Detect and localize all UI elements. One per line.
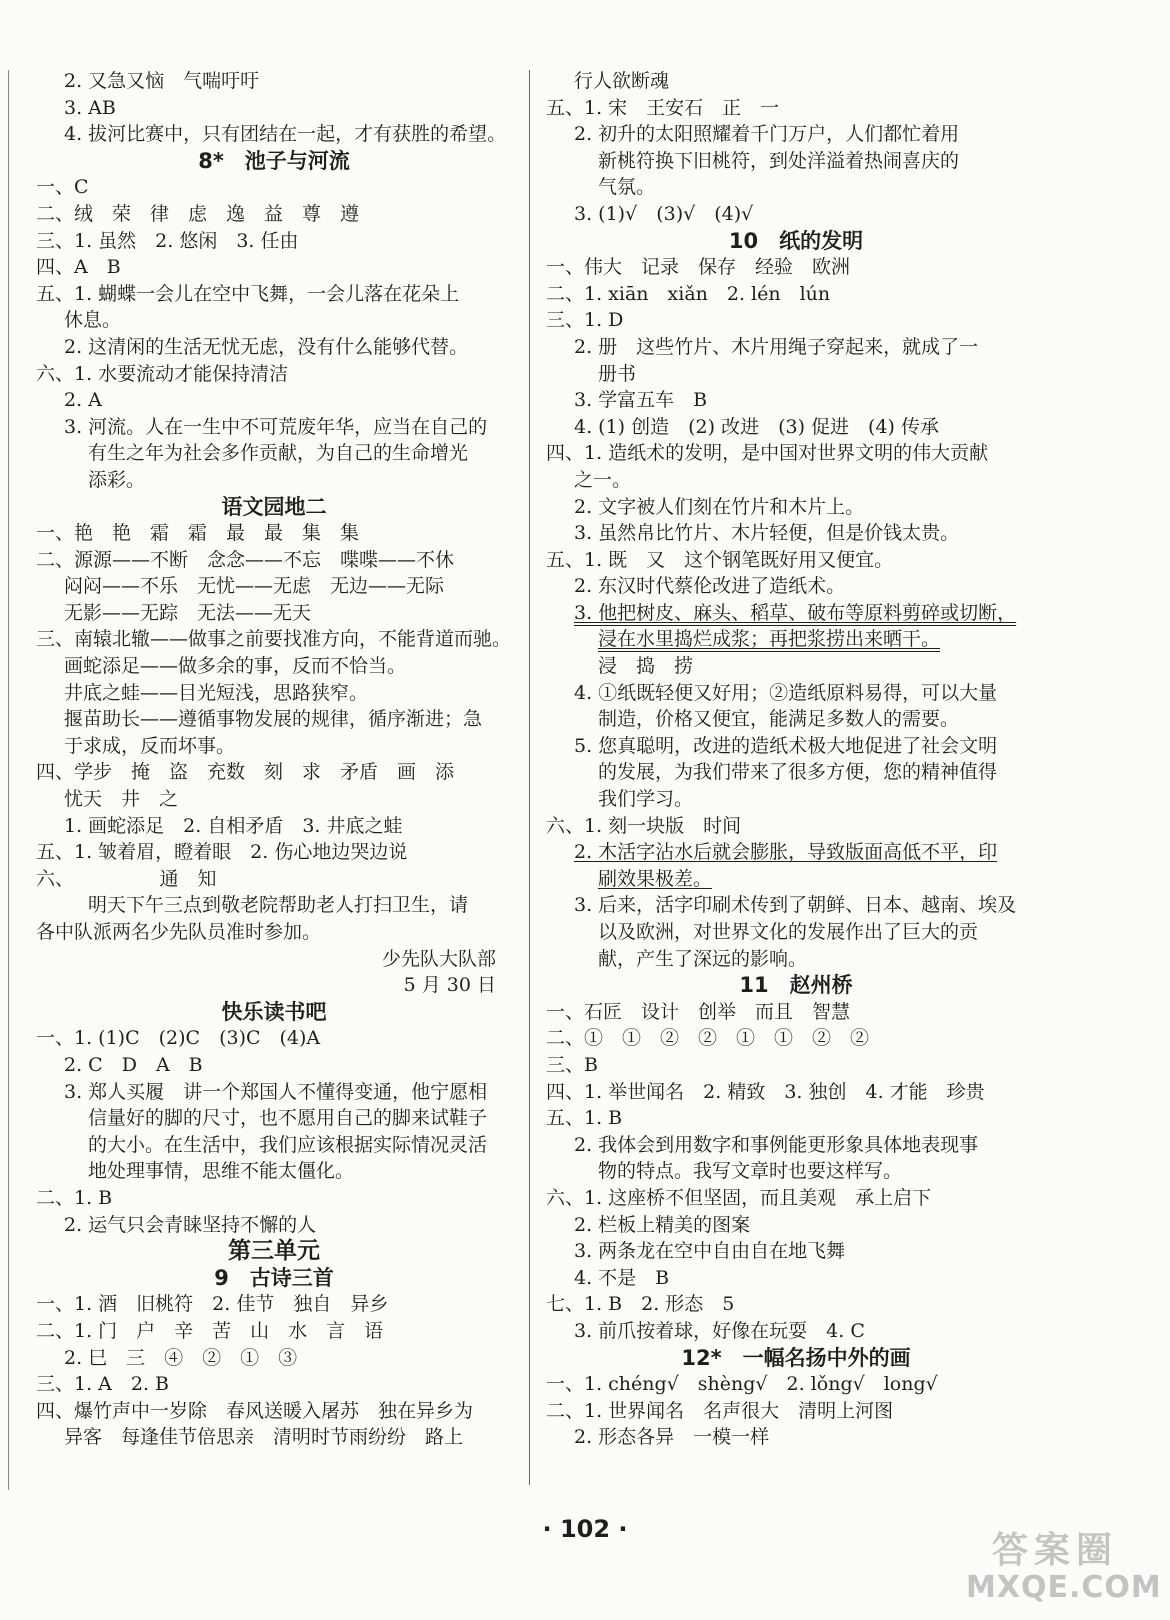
- answer-line: 六、1. 刻一块版 时间: [546, 814, 742, 837]
- section-title: 10 纸的发明: [728, 228, 864, 253]
- answer-line: 四、A B: [36, 256, 121, 279]
- answer-line: 3. 学富五车 B: [574, 389, 708, 412]
- answer-line: 献，产生了深远的影响。: [598, 947, 808, 970]
- answer-line: 六、1. 这座桥不但坚固，而且美观 承上启下: [546, 1186, 932, 1209]
- column-divider: [529, 70, 530, 1485]
- answer-line: 画蛇添足——做多余的事，反而不恰当。: [64, 655, 407, 678]
- answer-line: 3. 河流。人在一生中不可荒废年华，应当在自己的: [64, 415, 488, 438]
- answer-line: 一、石匠 设计 创举 而且 智慧: [546, 1000, 851, 1023]
- watermark-logo: [962, 1518, 1162, 1610]
- answer-line: 二、1. B: [36, 1186, 113, 1209]
- answer-line: 各中队派两名少先队员准时参加。: [36, 921, 322, 943]
- section-title: 快乐读书吧: [221, 999, 327, 1024]
- answer-line: 之一。: [574, 468, 632, 491]
- answer-line: 2. 木活字沾水后就会膨胀，导致版面高低不平，印: [574, 841, 998, 864]
- answer-line: 揠苗助长——遵循事物发展的规律，循序渐进；急: [64, 708, 483, 731]
- answer-line: 三、南辕北辙——做事之前要找准方向，不能背道而驰。: [36, 628, 512, 651]
- answer-line: 休息。: [64, 309, 122, 332]
- answer-line: 二、1. 世界闻名 名声很大 清明上河图: [546, 1399, 894, 1422]
- answer-line: 的大小。在生活中，我们应该根据实际情况灵活: [88, 1133, 488, 1156]
- answer-line: 物的特点。我写文章时也要这样写。: [598, 1160, 903, 1183]
- answer-line: 井底之蛙——目光短浅，思路狭窄。: [64, 681, 369, 704]
- answer-line: 五、1. 宋 王安石 正 一: [546, 96, 780, 119]
- answer-line: 二、源源——不断 念念——不忘 喋喋——不休: [36, 548, 455, 571]
- answer-line: 2. 这清闲的生活无忧无虑，没有什么能够代替。: [64, 335, 469, 358]
- answer-line: 4. ①纸既轻便又好用；②造纸原料易得，可以大量: [574, 681, 998, 704]
- answer-line: 2. 栏板上精美的图案: [574, 1213, 751, 1236]
- right-column: [546, 68, 1046, 1451]
- answer-line: 以及欧洲，对世界文化的发展作出了巨大的贡: [598, 921, 979, 943]
- answer-line: 于求成，反而坏事。: [64, 734, 236, 757]
- answer-line: 四、1. 举世闻名 2. 精致 3. 独创 4. 才能 珍贵: [546, 1080, 985, 1103]
- section-title: 语文园地二: [221, 494, 327, 519]
- answer-line: 三、1. A 2. B: [36, 1373, 170, 1396]
- answer-line: 2. 册 这些竹片、木片用绳子穿起来，就成了一: [574, 335, 979, 358]
- page-number: · 102 ·: [542, 1515, 628, 1543]
- answer-line: 明天下午三点到敬老院帮助老人打扫卫生，请: [88, 894, 469, 917]
- answer-line: 二、① ① ② ② ① ① ② ②: [546, 1027, 870, 1050]
- answer-line: 一、1. chéng√ shèng√ 2. lǒng√ long√: [546, 1373, 938, 1396]
- answer-line: 四、1. 造纸术的发明，是中国对世界文明的伟大贡献: [546, 442, 989, 465]
- answer-line: 六、1. 水要流动才能保持清洁: [36, 362, 289, 385]
- answer-line: 3. 他把树皮、麻头、稻草、破布等原料剪碎或切断，: [574, 601, 1017, 624]
- answer-line: 三、1. D: [546, 309, 624, 332]
- answer-line: 2. 又急又恼 气喘吁吁: [64, 70, 260, 92]
- answer-line: 2. 文字被人们刻在竹片和木片上。: [574, 495, 865, 518]
- answer-line: 一、1. (1)C (2)C (3)C (4)A: [36, 1027, 321, 1050]
- answer-line: 四、学步 掩 盗 充数 刻 求 矛盾 画 添: [36, 761, 455, 784]
- watermark-url: MXQE.COM: [966, 1570, 1162, 1605]
- answer-line: 一、伟大 记录 保存 经验 欧洲: [546, 256, 851, 279]
- answer-line: 5. 您真聪明，改进的造纸术极大地促进了社会文明: [574, 734, 998, 757]
- section-title: 第三单元: [228, 1238, 320, 1265]
- section-title: 11 赵州桥: [739, 973, 853, 998]
- answer-line: 3. AB: [64, 96, 116, 119]
- answer-line: 新桃符换下旧桃符，到处洋溢着热闹喜庆的: [598, 149, 960, 172]
- answer-line: 2. 形态各异 一模一样: [574, 1426, 770, 1449]
- answer-line: 一、1. 酒 旧桃符 2. 佳节 独自 异乡: [36, 1293, 389, 1316]
- answer-line: 一、C: [36, 176, 89, 199]
- left-column: [36, 68, 512, 1451]
- answer-line: 闷闷——不乐 无忧——无虑 无边——无际: [64, 575, 445, 598]
- answer-line: 2. 初升的太阳照耀着千门万户，人们都忙着用: [574, 123, 960, 146]
- answer-line: 制造，价格又便宜，能满足多数人的需要。: [598, 708, 960, 731]
- answer-line: 3. 郑人买履 讲一个郑国人不懂得变通，他宁愿相: [64, 1080, 488, 1103]
- answer-line: 三、B: [546, 1053, 598, 1076]
- section-title: 9 古诗三首: [214, 1265, 334, 1290]
- answer-line: 3. (1)√ (3)√ (4)√: [574, 202, 754, 225]
- section-title: 12* 一幅名扬中外的画: [681, 1345, 911, 1370]
- answer-line: 忧天 井 之: [64, 788, 179, 811]
- answer-line: 浸 捣 捞: [598, 655, 694, 678]
- answer-line: 无影——无踪 无法——无天: [64, 601, 312, 624]
- answer-line: 信量好的脚的尺寸，也不愿用自己的脚来试鞋子: [88, 1107, 488, 1130]
- answer-line: 3. 两条龙在空中自由自在地飞舞: [574, 1240, 846, 1263]
- answer-line: 4. 不是 B: [574, 1266, 670, 1289]
- answer-line: 3. 后来，活字印刷术传到了朝鲜、日本、越南、埃及: [574, 894, 1017, 917]
- answer-line: 2. 巳 三 ④ ② ① ③: [64, 1346, 298, 1369]
- answer-line: 4. (1) 创造 (2) 改进 (3) 促进 (4) 传承: [574, 415, 939, 438]
- answer-line: 浸在水里捣烂成浆；再把浆捞出来晒干。: [598, 628, 941, 651]
- answer-line: 二、绒 荣 律 虑 逸 益 尊 遵: [36, 202, 360, 225]
- answer-line: 3. 前爪按着球，好像在玩耍 4. C: [574, 1319, 865, 1342]
- answer-line: 二、1. 门 户 辛 苦 山 水 言 语: [36, 1319, 384, 1342]
- answer-line: 五、1. 皱着眉，瞪着眼 2. 伤心地边哭边说: [36, 841, 408, 864]
- answer-line: 少先队大队部: [381, 947, 496, 970]
- answer-line: 二、1. xiān xiǎn 2. lén lún: [546, 282, 831, 305]
- answer-line: 添彩。: [88, 468, 146, 491]
- answer-line: 五、1. 既 又 这个钢笔既好用又便宜。: [546, 548, 894, 571]
- answer-line: 行人欲断魂: [574, 70, 670, 92]
- answer-line: 1. 画蛇添足 2. 自相矛盾 3. 井底之蛙: [64, 814, 403, 837]
- answer-line: 有生之年为社会多作贡献，为自己的生命增光: [88, 442, 469, 465]
- answer-line: 5 月 30 日: [403, 974, 496, 997]
- answer-line: 地处理事情，思维不能太僵化。: [88, 1160, 355, 1183]
- answer-line: 五、1. 蝴蝶一会儿在空中飞舞，一会儿落在花朵上: [36, 282, 460, 305]
- answer-line: 三、1. 虽然 2. 悠闲 3. 任由: [36, 229, 299, 252]
- answer-line: 2. C D A B: [64, 1053, 203, 1076]
- answer-line: 四、爆竹声中一岁除 春风送暖入屠苏 独在异乡为: [36, 1399, 474, 1422]
- answer-line: 2. 运气只会青睐坚持不懈的人: [64, 1213, 317, 1236]
- answer-line: 2. A: [64, 389, 102, 412]
- answer-line: 3. 虽然帛比竹片、木片轻便，但是价钱太贵。: [574, 522, 960, 545]
- page-edge-line: [8, 70, 9, 1490]
- answer-line: 2. 我体会到用数字和事例能更形象具体地表现事: [574, 1133, 979, 1156]
- answer-line: 五、1. B: [546, 1107, 623, 1130]
- answer-line: 册书: [598, 362, 637, 385]
- answer-line: 六、 通 知: [36, 867, 217, 890]
- answer-line: 4. 拔河比赛中，只有团结在一起，才有获胜的希望。: [64, 123, 507, 146]
- answer-line: 异客 每逢佳节倍思亲 清明时节雨纷纷 路上: [64, 1426, 464, 1449]
- answer-line: 一、艳 艳 霜 霜 最 最 集 集: [36, 522, 360, 545]
- answer-line: 气氛。: [598, 176, 656, 199]
- section-title: 8* 池子与河流: [198, 148, 350, 173]
- answer-line: 的发展，为我们带来了很多方便，您的精神值得: [598, 761, 998, 784]
- answer-line: 2. 东汉时代蔡伦改进了造纸术。: [574, 575, 846, 598]
- answer-line: 刷效果极差。: [598, 867, 713, 890]
- watermark-text: 答案圈: [992, 1530, 1119, 1571]
- answer-line: 七、1. B 2. 形态 5: [546, 1293, 735, 1316]
- answer-line: 我们学习。: [598, 788, 694, 811]
